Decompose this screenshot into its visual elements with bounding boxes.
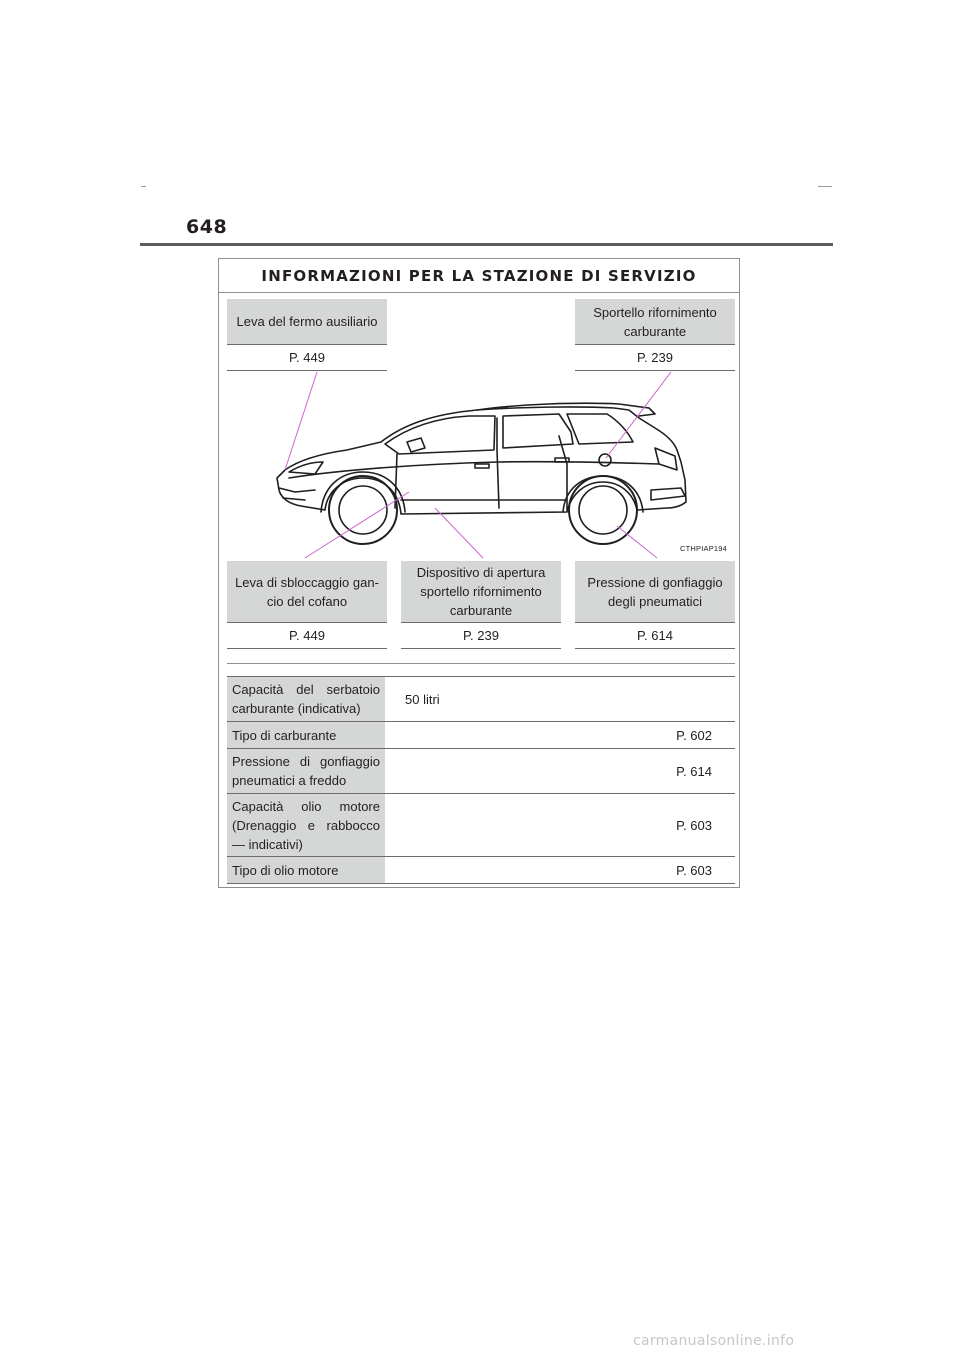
crop-mark-right [818, 186, 832, 187]
leader-tire-pressure [617, 526, 657, 558]
spec-label: Tipo di olio motore [227, 857, 385, 883]
image-code: CTHPIAP194 [680, 544, 728, 553]
spec-label: Pressione di gonfiaggio pneumatici a freddo [227, 749, 385, 793]
spec-label: Capacità olio motore (Drenaggio e rabbocco — indicativi) [227, 794, 385, 856]
page-ref-tire-pressure: P. 614 [575, 623, 735, 649]
spec-table [227, 676, 735, 884]
rear-door-window [503, 414, 573, 448]
spec-value: P. 614 [676, 763, 712, 779]
table-row [227, 677, 735, 722]
front-door-handle [475, 464, 489, 468]
page-ref-fuel-filler-door: P. 239 [575, 345, 735, 371]
section-title: INFORMAZIONI PER LA STAZIONE DI SERVIZIO [219, 259, 739, 293]
spec-label: Tipo di carburante [227, 722, 385, 748]
label-hood-release-lever: Leva di sbloccaggio gan-cio del cofano [227, 561, 387, 623]
rear-wheel-rim [579, 486, 627, 534]
tail-light [655, 448, 677, 470]
side-mirror [407, 438, 425, 452]
header-rule [140, 243, 833, 246]
label-tire-pressure: Pressione di gonfiaggio degli pneumatici [575, 561, 735, 623]
page-ref-auxiliary-catch-lever: P. 449 [227, 345, 387, 371]
rear-door-handle [555, 458, 569, 462]
leader-auxiliary-catch-lever [285, 372, 317, 470]
section-separator [227, 663, 735, 664]
page-ref-hood-release-lever: P. 449 [227, 623, 387, 649]
label-auxiliary-catch-lever: Leva del fermo ausiliario [227, 299, 387, 345]
table-row [227, 722, 735, 749]
page-number: 648 [186, 216, 228, 238]
page-ref-fuel-door-opener: P. 239 [401, 623, 561, 649]
table-row [227, 857, 735, 884]
label-fuel-door-opener: Dispositivo di apertura sportello rifornimento carburante [401, 561, 561, 623]
front-window [385, 416, 495, 454]
fuel-filler-door-shape [599, 454, 611, 466]
rear-door-line [497, 418, 499, 508]
spec-label: Capacità del serbatoio carburante (indicativa) [227, 677, 385, 721]
car-illustration [219, 372, 739, 562]
spec-value: 50 litri [405, 691, 440, 707]
leader-fuel-filler-door [606, 372, 671, 458]
spec-value: P. 603 [676, 862, 712, 878]
table-row [227, 749, 735, 794]
table-row [227, 794, 735, 857]
spec-value: P. 603 [676, 817, 712, 833]
crop-mark-left [141, 186, 146, 187]
label-fuel-filler-door: Sportello rifornimento carburante [575, 299, 735, 345]
leader-fuel-door-opener [435, 508, 483, 558]
rear-quarter-window [567, 414, 633, 444]
spec-value: P. 602 [676, 727, 712, 743]
watermark: carmanualsonline.info [633, 1333, 795, 1349]
rear-bumper [651, 488, 685, 500]
front-bumper [279, 488, 315, 500]
